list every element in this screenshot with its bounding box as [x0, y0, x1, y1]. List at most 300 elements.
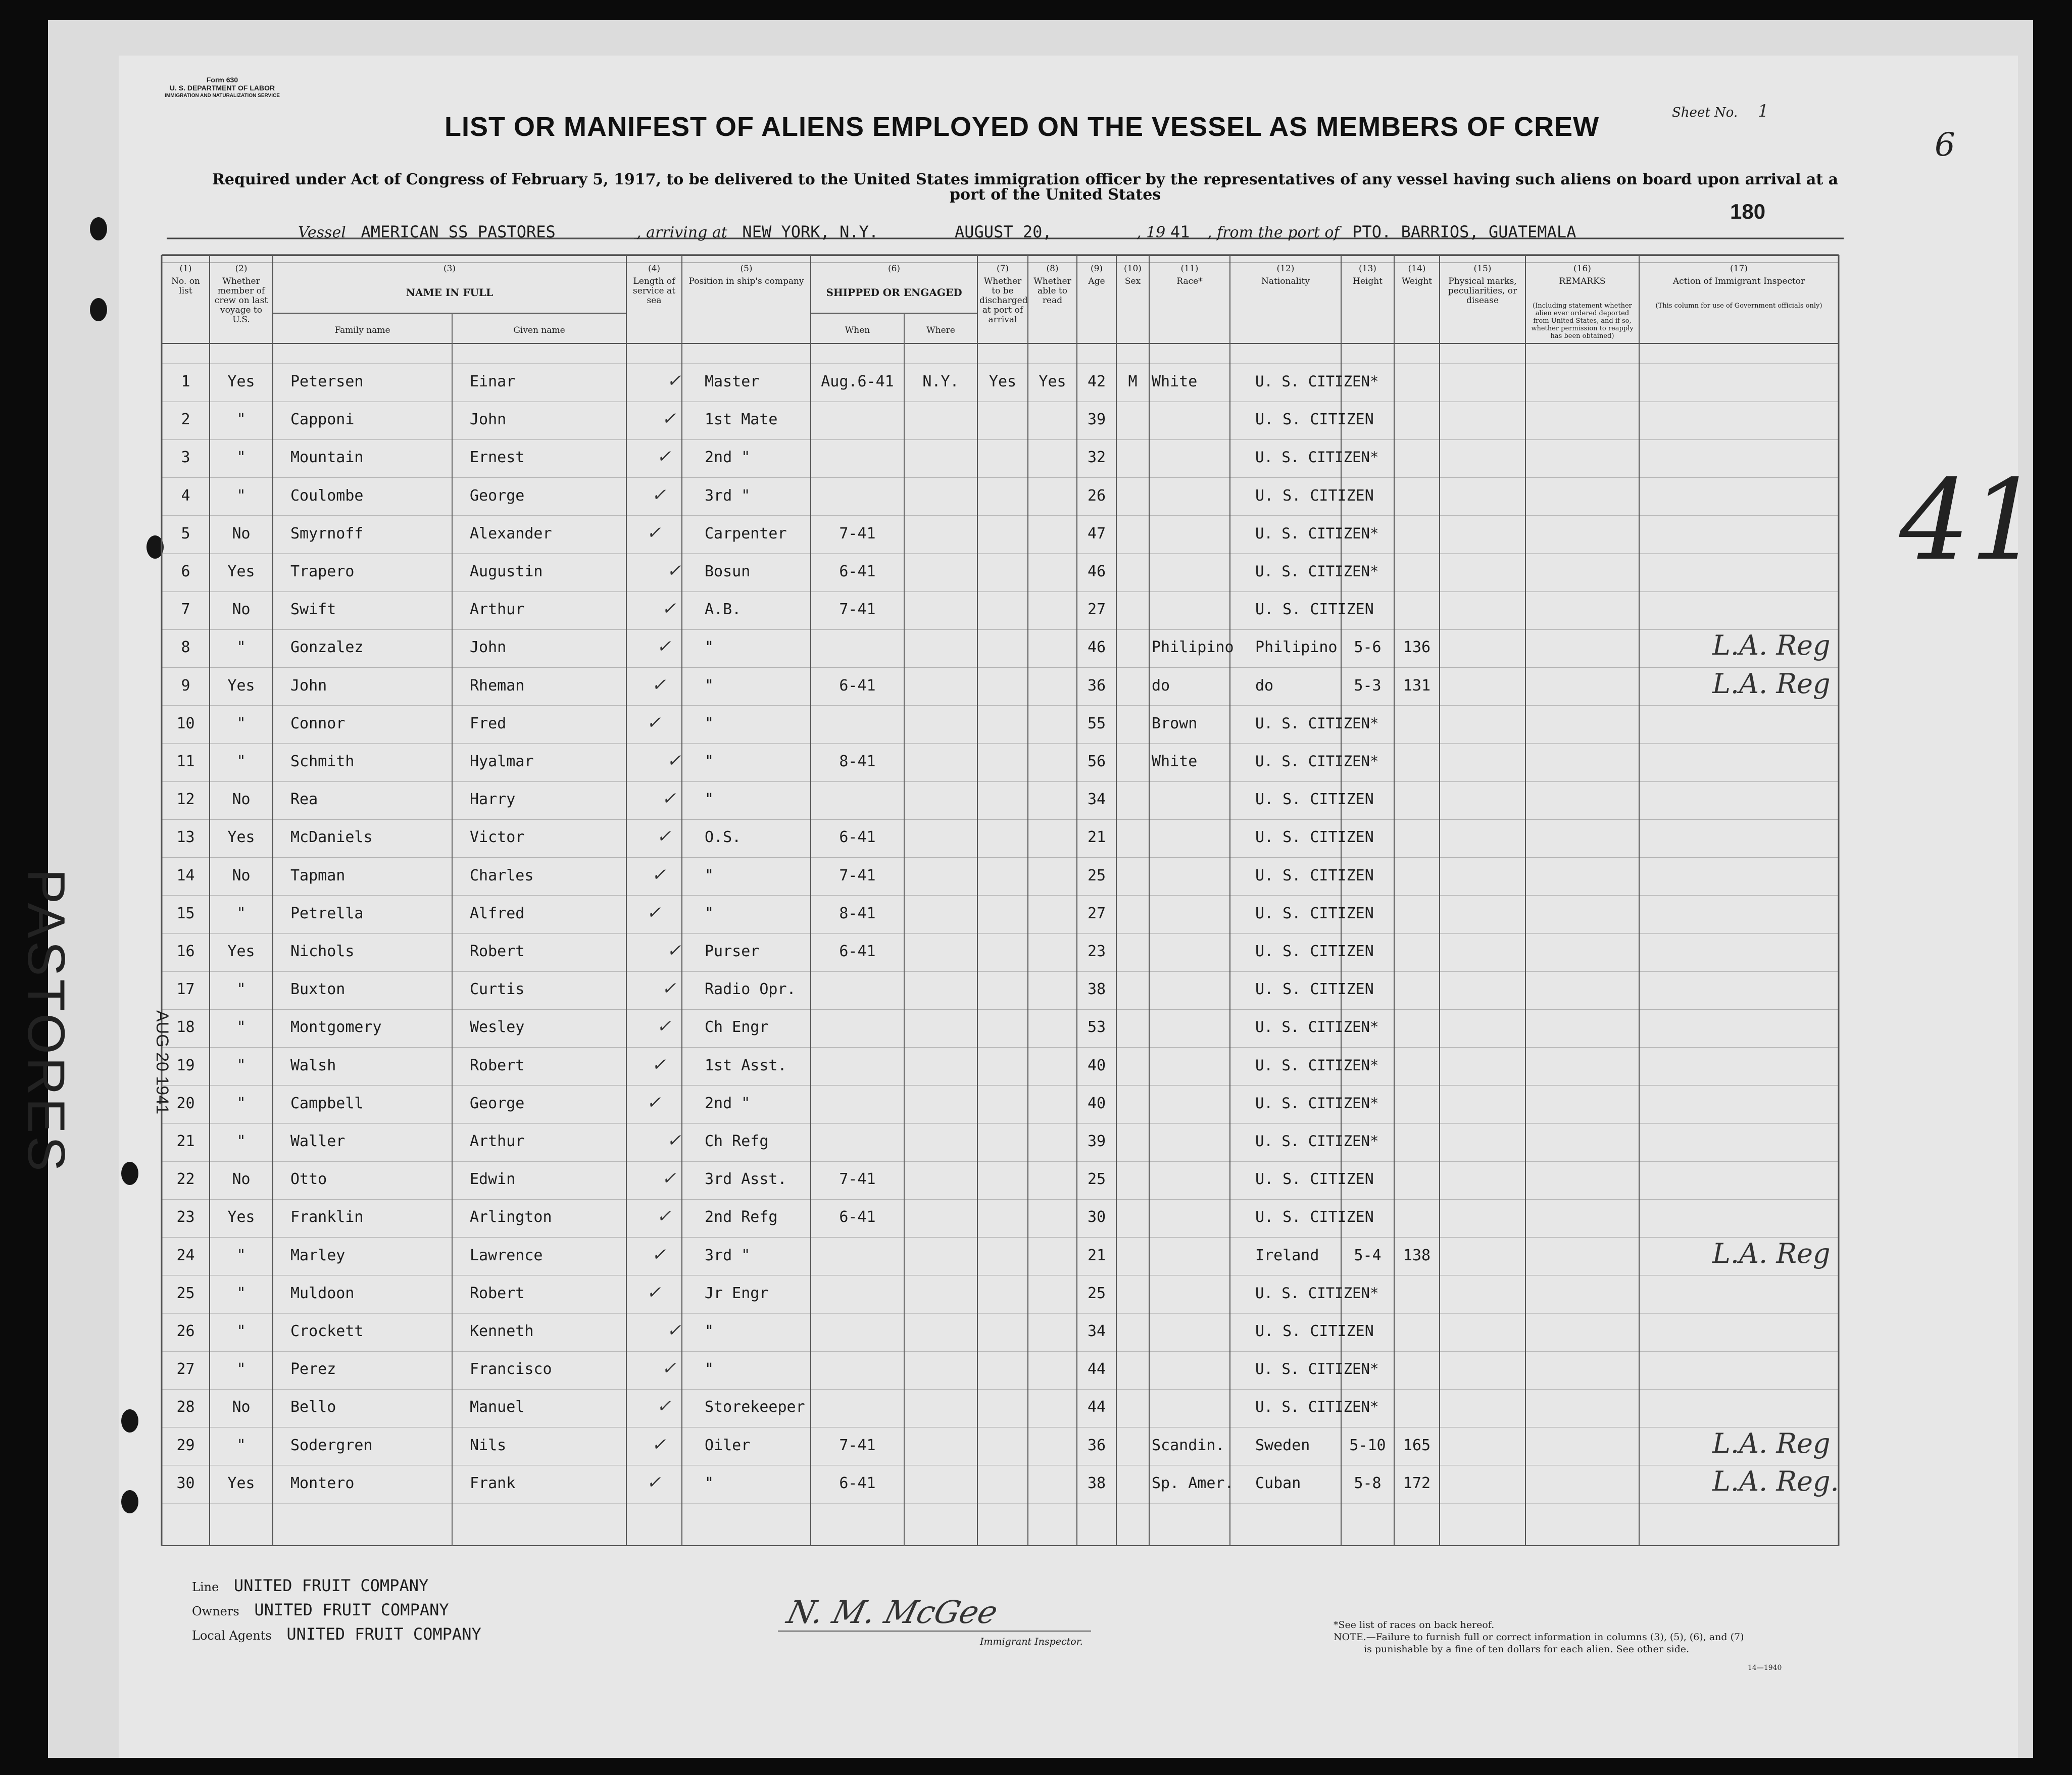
row-number: 13: [176, 828, 195, 847]
last-voyage: Yes: [227, 563, 255, 580]
arrival-year-group: [1137, 222, 1190, 241]
inspector-action: L.A. Reg: [1712, 1427, 1831, 1459]
column-subheader: Given name: [513, 325, 565, 335]
position: Radio Opr.: [705, 980, 796, 999]
family-name: Rea: [290, 791, 318, 809]
nationality: Cuban: [1255, 1474, 1301, 1492]
last-voyage: ": [236, 1246, 246, 1264]
column-subheader: (This column for use of Government officials only): [1655, 302, 1822, 310]
inspector-action: L.A. Reg: [1712, 667, 1831, 700]
service-check-mark: ✓: [667, 941, 681, 961]
from-port-label: , from the port of: [1207, 224, 1340, 241]
last-voyage: ": [236, 638, 246, 657]
column-number: (16): [1573, 264, 1591, 274]
nationality: U. S. CITIZEN*: [1255, 1094, 1379, 1112]
nationality: U. S. CITIZEN: [1255, 943, 1374, 960]
manifest-subtitle-line1: Required under Act of Congress of February 5, 1917, to be delivered to the United States immigration officer by the representatives of any vessel having such aliens on board upon arrival at a: [212, 171, 1839, 188]
nationality: U. S. CITIZEN: [1255, 1208, 1374, 1226]
family-name: Sodergren: [290, 1436, 373, 1454]
inspector-signature: N. M. McGee: [783, 1594, 1002, 1631]
family-name: John: [290, 676, 327, 695]
service-check-mark: ✓: [657, 1206, 671, 1227]
last-voyage: ": [236, 1094, 246, 1112]
family-name: Swift: [290, 601, 336, 619]
nationality: U. S. CITIZEN: [1255, 1170, 1374, 1189]
given-name: Robert: [470, 1056, 525, 1074]
age: 38: [1087, 980, 1106, 999]
last-voyage: No: [232, 866, 251, 884]
family-name: Buxton: [290, 980, 346, 999]
given-name: John: [470, 411, 507, 429]
given-name: Francisco: [470, 1360, 552, 1378]
column-header-label: Nationality: [1261, 276, 1310, 286]
shipped-when: 6-41: [839, 1208, 876, 1226]
column-subheader: Family name: [334, 325, 390, 335]
position: ": [705, 638, 714, 657]
service-check-mark: ✓: [647, 712, 661, 733]
nationality: do: [1255, 676, 1274, 695]
last-voyage: No: [232, 1398, 251, 1416]
footer-line-value: UNITED FRUIT COMPANY: [233, 1576, 429, 1595]
nationality: U. S. CITIZEN*: [1255, 1360, 1379, 1378]
row-number: 2: [181, 411, 190, 429]
height: 5-6: [1354, 638, 1382, 657]
footer-owners-label: Owners: [192, 1604, 239, 1618]
sheet-number: [1672, 101, 1769, 121]
family-name: Perez: [290, 1360, 336, 1378]
row-number: 9: [181, 676, 190, 695]
able-to-read: Yes: [1039, 373, 1066, 390]
age: 44: [1087, 1360, 1106, 1378]
column-header-label: Race*: [1176, 276, 1203, 286]
position: ": [705, 676, 714, 695]
family-name: Waller: [290, 1132, 346, 1150]
column-header-label: REMARKS: [1559, 276, 1606, 286]
column-header-label: Action of Immigrant Inspector: [1672, 276, 1805, 286]
weight: 165: [1403, 1436, 1431, 1454]
last-voyage: No: [232, 524, 251, 543]
given-name: Alfred: [470, 904, 525, 922]
column-number: (4): [648, 264, 661, 274]
nationality: U. S. CITIZEN: [1255, 791, 1374, 809]
discharged-at-port: Yes: [989, 373, 1017, 390]
column-header-label: Whether member of crew on last voyage to U.S.: [214, 276, 268, 325]
service-check-mark: ✓: [652, 674, 666, 695]
row-number: 27: [176, 1360, 195, 1378]
service-check-mark: ✓: [647, 1472, 661, 1493]
position: 3rd Asst.: [705, 1170, 787, 1189]
year-prefix: , 19: [1137, 224, 1166, 241]
given-name: Alexander: [470, 524, 552, 543]
service-check-mark: ✓: [652, 1434, 666, 1455]
family-name: Otto: [290, 1170, 327, 1189]
column-header-label: Height: [1353, 276, 1383, 286]
age: 55: [1087, 714, 1106, 732]
departure-port: PTO. BARRIOS, GUATEMALA: [1352, 222, 1576, 241]
side-stamp-date: AUG 20 1941: [153, 1010, 172, 1115]
signature-line: [778, 1631, 1091, 1632]
last-voyage: Yes: [227, 676, 255, 695]
shipped-when: 6-41: [839, 943, 876, 960]
last-voyage: ": [236, 1056, 246, 1074]
weight: 172: [1403, 1474, 1431, 1492]
row-number: 11: [176, 753, 195, 770]
service-check-mark: ✓: [647, 1092, 661, 1113]
column-number: (17): [1730, 264, 1748, 274]
column-header-label: Position in ship's company: [688, 276, 804, 286]
nationality: U. S. CITIZEN*: [1255, 1056, 1379, 1074]
position: ": [705, 753, 714, 770]
column-number: (1): [179, 264, 192, 274]
given-name: Curtis: [470, 980, 525, 999]
column-number: (6): [887, 264, 901, 274]
given-name: Manuel: [470, 1398, 525, 1416]
family-name: Smyrnoff: [290, 524, 364, 543]
race: White: [1152, 373, 1198, 390]
arrival-port: NEW YORK, N.Y.: [742, 222, 879, 241]
nationality: U. S. CITIZEN*: [1255, 1018, 1379, 1036]
footer-line: [192, 1576, 428, 1595]
row-number: 28: [176, 1398, 195, 1416]
column-number: (2): [235, 264, 248, 274]
given-name: John: [470, 638, 507, 657]
margin-mark-top: 6: [1935, 126, 1955, 164]
column-subheader: (Including statement whether alien ever ordered deported from United States, and if so, whether permission to reapply has been obtained): [1531, 302, 1634, 340]
nationality: U. S. CITIZEN: [1255, 486, 1374, 505]
given-name: Charles: [470, 866, 534, 884]
nationality: Ireland: [1255, 1246, 1319, 1264]
family-name: Campbell: [290, 1094, 364, 1112]
service-check-mark: ✓: [662, 409, 676, 429]
row-number: 24: [176, 1246, 195, 1264]
race: do: [1152, 676, 1170, 695]
age: 39: [1087, 1132, 1106, 1150]
last-voyage: No: [232, 601, 251, 619]
race: Sp. Amer.: [1152, 1474, 1234, 1492]
age: 36: [1087, 1436, 1106, 1454]
form-number: Form 630: [206, 76, 238, 84]
service-check-mark: ✓: [667, 371, 681, 391]
last-voyage: No: [232, 791, 251, 809]
age: 42: [1087, 373, 1106, 390]
last-voyage: ": [236, 1436, 246, 1454]
position: Oiler: [705, 1436, 751, 1454]
position: Jr Engr: [705, 1284, 769, 1302]
given-name: Arthur: [470, 601, 525, 619]
shipped-when: 8-41: [839, 753, 876, 770]
arrival-year: 41: [1170, 222, 1190, 241]
column-header-label: Length of service at sea: [633, 276, 675, 306]
vessel-line: [298, 222, 556, 241]
nationality: U. S. CITIZEN: [1255, 601, 1374, 619]
age: 26: [1087, 486, 1106, 505]
family-name: Walsh: [290, 1056, 336, 1074]
position: ": [705, 714, 714, 732]
column-number: (7): [996, 264, 1009, 274]
given-name: Nils: [470, 1436, 507, 1454]
row-number: 25: [176, 1284, 195, 1302]
last-voyage: ": [236, 1284, 246, 1302]
age: 44: [1087, 1398, 1106, 1416]
shipped-when: 7-41: [839, 1170, 876, 1189]
family-name: Bello: [290, 1398, 336, 1416]
nationality: U. S. CITIZEN: [1255, 828, 1374, 847]
weight: 131: [1403, 676, 1431, 695]
given-name: Arlington: [470, 1208, 552, 1226]
position: 1st Asst.: [705, 1056, 787, 1074]
last-voyage: No: [232, 1170, 251, 1189]
last-voyage: Yes: [227, 943, 255, 960]
column-number: (15): [1473, 264, 1492, 274]
footer-agents: [192, 1624, 481, 1644]
family-name: Petrella: [290, 904, 364, 922]
last-voyage: ": [236, 449, 246, 467]
given-name: Robert: [470, 943, 525, 960]
shipped-when: 7-41: [839, 1436, 876, 1454]
nationality: U. S. CITIZEN*: [1255, 373, 1379, 390]
weight: 136: [1403, 638, 1431, 657]
position: A.B.: [705, 601, 742, 619]
form-service: IMMIGRATION AND NATURALIZATION SERVICE: [165, 93, 280, 98]
row-number: 3: [181, 449, 190, 467]
sex: M: [1128, 373, 1138, 390]
given-name: Einar: [470, 373, 516, 390]
shipped-when: Aug.6-41: [821, 373, 894, 390]
position: ": [705, 904, 714, 922]
column-header-label: Whether to be discharged at port of arrival: [979, 276, 1028, 325]
age: 25: [1087, 1170, 1106, 1189]
service-check-mark: ✓: [647, 902, 661, 923]
family-name: Trapero: [290, 563, 355, 580]
given-name: Hyalmar: [470, 753, 534, 770]
given-name: Ernest: [470, 449, 525, 467]
nationality: U. S. CITIZEN*: [1255, 753, 1379, 770]
service-check-mark: ✓: [667, 1130, 681, 1151]
age: 32: [1087, 449, 1106, 467]
family-name: Montero: [290, 1474, 355, 1492]
weight: 138: [1403, 1246, 1431, 1264]
last-voyage: ": [236, 486, 246, 505]
age: 25: [1087, 1284, 1106, 1302]
given-name: George: [470, 1094, 525, 1112]
column-number: (10): [1124, 264, 1142, 274]
position: Ch Engr: [705, 1018, 769, 1037]
footer-note-penalty-2: is punishable by a fine of ten dollars for each alien. See other side.: [1364, 1644, 1690, 1655]
arrival-date: AUGUST 20,: [955, 222, 1052, 241]
row-number: 26: [176, 1322, 195, 1340]
service-check-mark: ✓: [667, 751, 681, 771]
column-number: (5): [740, 264, 753, 274]
stamp-number: 180: [1730, 200, 1766, 223]
inspector-action: L.A. Reg.: [1712, 1465, 1839, 1497]
position: ": [705, 866, 714, 884]
position: O.S.: [705, 828, 742, 847]
race: White: [1152, 753, 1198, 770]
column-number: (9): [1090, 264, 1103, 274]
last-voyage: Yes: [227, 828, 255, 847]
given-name: Robert: [470, 1284, 525, 1302]
age: 40: [1087, 1056, 1106, 1074]
nationality: U. S. CITIZEN: [1255, 1322, 1374, 1340]
vessel-label: Vessel: [298, 224, 346, 241]
footer-owners-value: UNITED FRUIT COMPANY: [254, 1600, 449, 1619]
age: 21: [1087, 1246, 1106, 1264]
row-number: 7: [181, 601, 190, 619]
footer-line-label: Line: [192, 1580, 219, 1594]
age: 46: [1087, 563, 1106, 580]
shipped-when: 8-41: [839, 904, 876, 922]
manifest-subtitle-line2: port of the United States: [950, 186, 1161, 204]
last-voyage: ": [236, 411, 246, 429]
service-check-mark: ✓: [647, 1282, 661, 1303]
age: 27: [1087, 601, 1106, 619]
given-name: Frank: [470, 1474, 516, 1492]
race: Brown: [1152, 714, 1198, 732]
column-number: (14): [1408, 264, 1426, 274]
family-name: Schmith: [290, 753, 355, 770]
service-check-mark: ✓: [667, 561, 681, 581]
nationality: U. S. CITIZEN*: [1255, 1398, 1379, 1416]
margin-mark-side: 41: [1899, 456, 2041, 585]
sheet-number-label: Sheet No.: [1672, 105, 1738, 120]
family-name: Capponi: [290, 411, 355, 429]
nationality: U. S. CITIZEN: [1255, 411, 1374, 429]
row-number: 23: [176, 1208, 195, 1226]
shipped-when: 7-41: [839, 866, 876, 884]
column-header-label: Age: [1088, 276, 1105, 286]
age: 47: [1087, 524, 1106, 543]
last-voyage: ": [236, 980, 246, 999]
service-check-mark: ✓: [667, 1320, 681, 1341]
age: 34: [1087, 791, 1106, 809]
given-name: Harry: [470, 791, 516, 809]
column-header-label: Sex: [1124, 276, 1141, 286]
last-voyage: ": [236, 1322, 246, 1340]
height: 5-8: [1354, 1474, 1382, 1492]
service-check-mark: ✓: [662, 788, 676, 809]
age: 34: [1087, 1322, 1106, 1340]
race: Scandin.: [1152, 1436, 1225, 1454]
position: ": [705, 1322, 714, 1340]
row-number: 17: [176, 980, 195, 999]
position: 3rd ": [705, 486, 751, 505]
family-name: McDaniels: [290, 828, 373, 847]
row-number: 16: [176, 943, 195, 960]
shipped-when: 6-41: [839, 563, 876, 580]
family-name: Tapman: [290, 866, 346, 884]
position: Bosun: [705, 563, 751, 580]
row-number: 21: [176, 1132, 195, 1150]
nationality: U. S. CITIZEN: [1255, 980, 1374, 999]
position: 2nd ": [705, 1094, 751, 1112]
nationality: U. S. CITIZEN*: [1255, 714, 1379, 732]
row-number: 15: [176, 904, 195, 922]
position: 2nd ": [705, 449, 751, 467]
height: 5-4: [1354, 1246, 1382, 1264]
given-name: Kenneth: [470, 1322, 534, 1340]
row-number: 18: [176, 1018, 195, 1037]
last-voyage: Yes: [227, 373, 255, 390]
given-name: Lawrence: [470, 1246, 543, 1264]
last-voyage: ": [236, 1132, 246, 1150]
shipped-when: 6-41: [839, 828, 876, 847]
age: 36: [1087, 676, 1106, 695]
column-number: (12): [1276, 264, 1295, 274]
age: 21: [1087, 828, 1106, 847]
position: Carpenter: [705, 524, 787, 543]
inspector-action: L.A. Reg: [1712, 629, 1831, 662]
given-name: Edwin: [470, 1170, 516, 1189]
age: 38: [1087, 1474, 1106, 1492]
nationality: U. S. CITIZEN: [1255, 904, 1374, 922]
column-header-label: NAME IN FULL: [406, 286, 494, 299]
given-name: George: [470, 486, 525, 505]
row-number: 8: [181, 638, 190, 657]
row-number: 6: [181, 563, 190, 580]
service-check-mark: ✓: [652, 1054, 666, 1075]
row-number: 19: [176, 1056, 195, 1074]
position: Ch Refg: [705, 1132, 769, 1150]
height: 5-10: [1349, 1436, 1386, 1454]
row-number: 12: [176, 791, 195, 809]
service-check-mark: ✓: [652, 1244, 666, 1265]
row-number: 1: [181, 373, 190, 390]
nationality: U. S. CITIZEN: [1255, 866, 1374, 884]
shipped-when: 6-41: [839, 676, 876, 695]
family-name: Crockett: [290, 1322, 364, 1340]
nationality: Philipino: [1255, 638, 1338, 657]
given-name: Wesley: [470, 1018, 525, 1037]
family-name: Montgomery: [290, 1018, 382, 1037]
arrival-port-group: [636, 222, 878, 241]
arriving-label: , arriving at: [636, 224, 727, 241]
nationality: U. S. CITIZEN*: [1255, 563, 1379, 580]
family-name: Franklin: [290, 1208, 364, 1226]
age: 30: [1087, 1208, 1106, 1226]
service-check-mark: ✓: [662, 599, 676, 619]
family-name: Connor: [290, 714, 346, 732]
row-number: 22: [176, 1170, 195, 1189]
position: 1st Mate: [705, 411, 778, 429]
column-number: (3): [443, 264, 456, 274]
position: Purser: [705, 943, 760, 960]
column-header-label: No. on list: [171, 276, 200, 296]
age: 27: [1087, 904, 1106, 922]
service-check-mark: ✓: [662, 1358, 676, 1379]
age: 25: [1087, 866, 1106, 884]
nationality: U. S. CITIZEN*: [1255, 1132, 1379, 1150]
family-name: Nichols: [290, 943, 355, 960]
last-voyage: ": [236, 1360, 246, 1378]
column-subheader: Where: [926, 325, 955, 335]
position: 3rd ": [705, 1246, 751, 1264]
nationality: U. S. CITIZEN*: [1255, 1284, 1379, 1302]
column-subheader: When: [845, 325, 870, 335]
service-check-mark: ✓: [662, 1168, 676, 1189]
row-number: 29: [176, 1436, 195, 1454]
shipped-when: 6-41: [839, 1474, 876, 1492]
side-stamp-vessel: PASTORES: [17, 869, 75, 1174]
last-voyage: ": [236, 714, 246, 732]
given-name: Fred: [470, 714, 507, 732]
given-name: Victor: [470, 828, 525, 847]
family-name: Gonzalez: [290, 638, 364, 657]
last-voyage: Yes: [227, 1474, 255, 1492]
departure-port-group: [1207, 222, 1576, 241]
column-header-label: Physical marks, peculiarities, or disease: [1448, 276, 1517, 306]
nationality: Sweden: [1255, 1436, 1310, 1454]
print-code: 14—1940: [1748, 1664, 1782, 1672]
